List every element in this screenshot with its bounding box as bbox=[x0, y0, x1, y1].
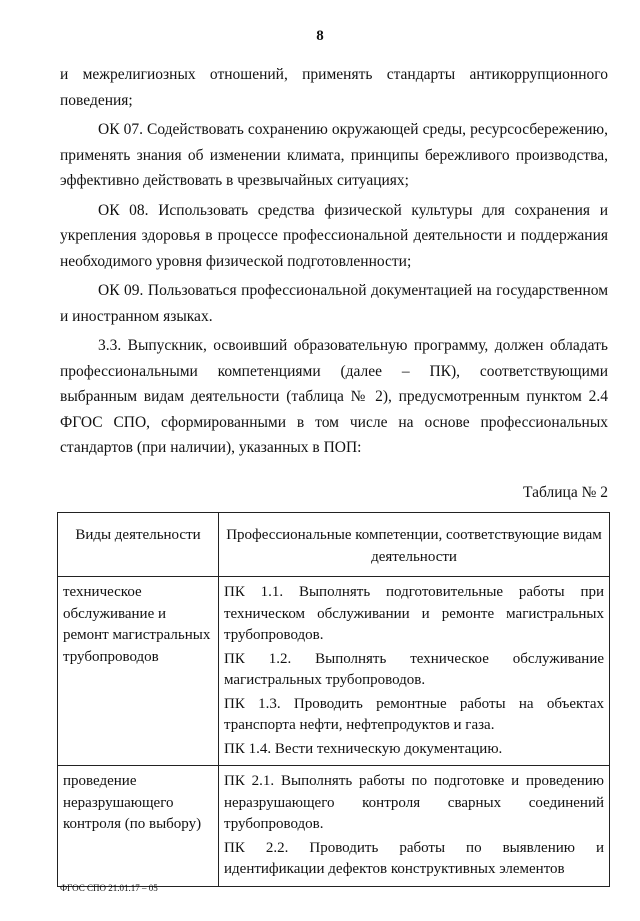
activity-cell: проведение неразрушающего контроля (по выбору) bbox=[58, 766, 219, 887]
body-text bbox=[60, 62, 608, 465]
table-caption: Таблица № 2 bbox=[523, 484, 608, 501]
header-activity: Виды деятельности bbox=[58, 513, 219, 577]
competences-cell bbox=[219, 577, 610, 766]
pk-item: ПК 1.2. Выполнять техническое обслуживание магистральных трубопроводов. bbox=[224, 650, 604, 688]
pk-item: ПК 1.3. Проводить ремонтные работы на объектах транспорта нефти, нефтепродуктов и газа. bbox=[224, 695, 604, 733]
table-row bbox=[58, 766, 610, 887]
pk-item: ПК 2.2. Проводить работы по выявлению и идентификации дефектов конструктивных элементов bbox=[224, 839, 604, 877]
footer-doc-code: ФГОС СПО 21.01.17 – 05 bbox=[60, 883, 158, 893]
activity-cell: техническое обслуживание и ремонт магистральных трубопроводов bbox=[58, 577, 219, 766]
table-header-row bbox=[58, 513, 610, 577]
paragraph-religion: и межрелигиозных отношений, применять стандарты антикоррупционного поведения; bbox=[60, 66, 608, 109]
competences-table bbox=[57, 512, 610, 887]
paragraph-ok-08: ОК 08. Использовать средства физической культуры для сохранения и укрепления здоровья в процессе профессиональной деятельности и поддержания необходимого уровня физической подготовленности; bbox=[60, 201, 608, 270]
page-number: 8 bbox=[316, 28, 324, 44]
paragraph-3-3: 3.3. Выпускник, освоивший образовательную программу, должен обладать профессиональными компетенциями (далее – ПК), соответствующими выбранным видам деятельности (таблица № 2), предусмотренным пунктом 2.4 ФГОС СПО, сформированными в том числе на основе профессиональных стандартов (при наличии), указанных в ПОП: bbox=[60, 337, 608, 456]
table-row bbox=[58, 577, 610, 766]
pk-item: ПК 1.4. Вести техническую документацию. bbox=[224, 740, 503, 757]
paragraph-ok-07: ОК 07. Содействовать сохранению окружающей среды, ресурсосбережению, применять знания об изменении климата, принципы бережливого производства, эффективно действовать в чрезвычайных ситуациях; bbox=[60, 121, 608, 189]
header-competences: Профессиональные компетенции, соответствующие видам деятельности bbox=[219, 513, 610, 577]
competences-cell bbox=[219, 766, 610, 887]
pk-item: ПК 1.1. Выполнять подготовительные работы при техническом обслуживании и ремонте магистральных трубопроводов. bbox=[224, 584, 604, 643]
pk-item: ПК 2.1. Выполнять работы по подготовке и проведению неразрушающего контроля сварных соединений трубопроводов. bbox=[224, 773, 604, 832]
paragraph-ok-09: ОК 09. Пользоваться профессиональной документацией на государственном и иностранном языках. bbox=[60, 282, 608, 325]
